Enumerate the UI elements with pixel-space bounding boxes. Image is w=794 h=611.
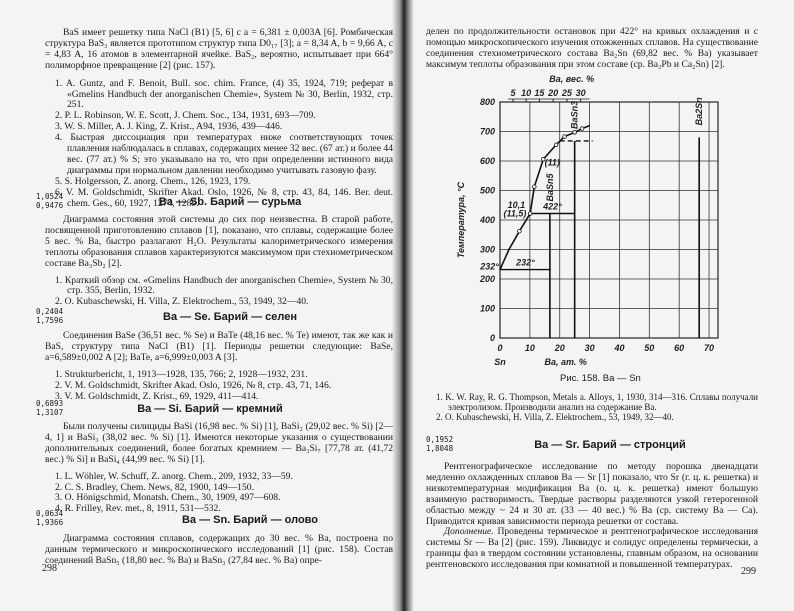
y-tick-label: 200: [479, 274, 495, 284]
y-tick-label: 500: [479, 185, 495, 196]
reference: 2. O. Kubaschewski, H. Villa, Z. Elektrochem., 53, 1949, 32—40.: [436, 412, 674, 422]
reference: 2. O. Kubaschewski, H. Villa, Z. Elektrochem., 53, 1949, 32—40.: [55, 296, 309, 308]
addendum-paragraph: [426, 527, 758, 571]
log-bottom: 1,8048: [426, 443, 454, 453]
reference: 4. Быстрая диссоциация при температурах ниже соответствующих точек плавления наблюдалась в сплавах, содержащих менее 32 вес. (67 ат.) и более 44 вес. (77 ат.) % S; это указывало на то, что при определении истинного вида диаграммы при нормальном давлении необходимо учитывать газовую фазу.: [55, 132, 393, 176]
y-tick-label: 600: [479, 156, 495, 166]
log-bottom: 1,9366: [36, 517, 64, 527]
data-point: [528, 212, 532, 216]
section-title-ba-sn: Ba — Sn. Барий — олово: [181, 514, 319, 526]
log-bottom: 1,7596: [36, 315, 64, 325]
annotation: 10,1: [507, 200, 526, 211]
x-tick-label: 60: [674, 343, 685, 353]
section-paragraph: Рентгенографическое исследование по методу порошка двенадцати медленно охлажденных сплавов Ba — Sr [1] показало, что Sr (г. ц. к. решетка) и низкотемпературная модификация Ba (о. ц. к. решетка) имеют большую взаимную растворимость. Твердые растворы разделяются узкой гетерогенной областью между ~ 24 и 30 ат. (33 — 40 вес.) % Ba (ср. систему Ba — Ca). Приводится кривая зависимости периода решетки от состава.: [426, 461, 758, 527]
reference: 1. K. W. Ray, R. G. Thompson, Metals a. Alloys, 1, 1930, 314—316. Сплавы получали электролизом. Производили анализ на содержание Ba.: [436, 392, 758, 412]
y-axis-label: Температура, °С: [456, 181, 466, 259]
section-references: [45, 276, 393, 309]
section-ba-si: [45, 422, 393, 515]
section-paragraph: Соединения BaSe (36,51 вес. % Se) и BaTe (48,16 вес. % Te) имеют, так же как и BaS, структуру типа NaCl (B1) [1]. Периоды решетки следующие: BaSe, a=6,589±0,002 A [2]; BaTe, a=6,999±0,003 A [3].: [45, 330, 393, 363]
log-values: [36, 308, 63, 325]
compound-label: Ba2Sn: [694, 97, 705, 126]
addendum-label: Дополнение.: [444, 526, 494, 538]
x-left-label: Sn: [494, 357, 506, 367]
x-tick-label: 70: [704, 343, 715, 353]
section-title-ba-se: Ba — Se. Барий — селен: [163, 311, 297, 323]
annotation: 232°: [480, 261, 499, 272]
x-tick-label: 10: [524, 343, 535, 353]
reference: 3. O. Hönigschmid, Monatsh. Chem., 30, 1909, 497—608.: [55, 492, 281, 504]
top-tick-label: 5: [510, 88, 516, 98]
log-bottom: 0,9476: [36, 200, 64, 210]
reference: 3. W. S. Miller, A. J. King, Z. Krist., A94, 1936, 439—446.: [55, 121, 283, 133]
top-axis-label: Ba, вес. %: [549, 74, 595, 84]
y-tick-label: 400: [479, 215, 495, 225]
section-title-ba-si: Ba — Si. Барий — кремний: [137, 403, 283, 415]
isotherm-label: 422°: [543, 201, 562, 212]
log-values: [426, 436, 453, 453]
annotation: (11,5): [503, 208, 527, 219]
log-bottom: 1,3107: [36, 407, 64, 417]
y-tick-label: 800: [479, 97, 495, 107]
reference: 1. Краткий обзор см. «Gmelins Handbuch der anorganischen Chemie», System № 30, стр. 355, Berlin, 1932.: [55, 274, 393, 297]
reference: 3. V. M. Goldschmidt, Z. Krist., 69, 1929, 411—414.: [55, 390, 259, 402]
data-point: [533, 185, 537, 189]
y-tick-label: 700: [479, 126, 495, 137]
section-paragraph: Были получены силициды BaSi (16,98 вес. % Si) [1], BaSi₂ (29,02 вес. % Si) [2—4, 1] и BaSi₃ (38,02 вес. % Si) [1]. Имеются некоторые указания о существовании дополнительных соединений, более богатых кремнием — Ba₃Si₇ [77,78 ат. (41,72 вес.) % Si] и BaSi₄ (44,99 вес. % Si) [1].: [45, 421, 393, 465]
ba-sn-continuation: [426, 27, 758, 71]
log-values: [36, 510, 63, 527]
bas-paragraph: BaS имеет решетку типа NaCl (B1) [5, 6] с a = 6,381 ± 0,003A [6]. Ромбическая структура BaS₃ является прототипом структур типа D0₁₇ [3]; a = 8,34 A, b = 9,66 A, c = 4,83 A, 16 атомов в элементарной ячейке. BaS₂, вероятно, испытывает при 664° полиморфное превращение [2] (рис. 157).: [45, 27, 393, 71]
x-tick-label: 40: [614, 343, 625, 353]
ba-sn-references: [426, 392, 758, 422]
reference: 2. C. S. Bradley, Chem. News, 82, 1900, 149—150.: [55, 481, 254, 493]
x-tick-label: 0: [497, 343, 503, 353]
bas-references: [45, 79, 393, 210]
top-tick-label: 20: [548, 88, 559, 98]
top-tick-label: 15: [534, 88, 545, 98]
section-ba-sr: [426, 462, 758, 571]
data-point: [563, 135, 567, 139]
reference: 2. V. M. Goldschmidt, Skrifter Akad. Oslo, 1926, № 8, стр. 43, 71, 146.: [55, 379, 332, 391]
log-values: [36, 193, 63, 210]
data-point: [573, 131, 577, 135]
log-top: 1,0524: [36, 192, 64, 201]
reference: 2. P. L. Robinson, W. E. Scott, J. Chem. Soc., 134, 1931, 693—709.: [55, 110, 316, 122]
page-number-left: 298: [42, 563, 57, 574]
x-tick-label: 20: [554, 343, 565, 353]
section-ba-sb: [45, 215, 393, 308]
phase-diagram-ba-sn: [440, 72, 740, 367]
x-tick-label: 50: [644, 343, 655, 353]
top-tick-label: 25: [561, 88, 572, 98]
data-point: [580, 127, 584, 131]
annotation: (11): [544, 157, 560, 168]
continuation-paragraph: делен по продолжительности остановок при 422° на кривых охлаждения и с помощью микроскопического изучения отожженных сплавов. На существование соединения стехиометрического состава Ba₂Sn (69,82 вес. % Ba) указывает максимум теплоты образования при этом составе (ср. Ba₂Pb и Ca₂Sn) [2].: [426, 26, 758, 70]
section-paragraph: Диаграмма состояния этой системы до сих пор неизвестна. В старой работе, посвященной приготовлению сплавов [1], показано, что сплавы, содержащие более 5 вес. % Ba, быстро разлагают H₂O. Результаты калориметрического измерения теплоты образования сплавов характеризуются максимумом при стехиометрическом составе Ba₃Sb₂ [2].: [45, 214, 393, 269]
reference: 1. L. Wöhler, W. Schuff, Z. anorg. Chem., 209, 1932, 33—59.: [55, 470, 293, 482]
references-list: [426, 392, 758, 422]
reference: 6. V. M. Goldschmidt, Skrifter Akad. Oslo, 1926, № 8, стр. 43, 84, 146. Ber. deut. chem. Ges., 60, 1927, 1274, 1289.: [55, 186, 393, 209]
isotherm-label: 232°: [516, 257, 535, 268]
x-tick-label: 30: [584, 343, 595, 353]
page-number-right: 299: [741, 566, 756, 577]
log-top: 0,0634: [36, 509, 64, 518]
data-point: [554, 143, 558, 147]
section-references: [45, 472, 393, 516]
data-point: [518, 229, 522, 233]
log-values: [36, 400, 63, 417]
figure-caption: Рис. 158. Ba — Sn: [560, 373, 641, 384]
section-title-ba-sr: Ba — Sr. Барий — стронций: [534, 439, 686, 451]
addendum-text: Проведены термическое и рентгенографическое исследования системы Sr — Ba [2] (рис. 159). Ликвидус и солидус определены термически, а границы фаз в твердом состоянии установлены, главным образом, на основании рентгеновского исследования при комнатной и повышенной температурах.: [426, 526, 758, 571]
left-page-top: [45, 28, 393, 210]
log-top: 0,6893: [36, 399, 64, 408]
top-tick-label: 10: [521, 88, 532, 98]
log-top: 0,1952: [426, 435, 454, 444]
section-title-ba-sb: Ba — Sb. Барий — сурьма: [158, 196, 302, 208]
reference: 4. R. Frilley, Rev. met., 8, 1911, 531—532.: [55, 503, 221, 515]
x-axis-label: Ba, ат. %: [544, 357, 587, 367]
y-tick-label: 100: [479, 303, 495, 314]
section-ba-se: [45, 331, 393, 402]
y-tick-label: 0: [489, 333, 495, 343]
section-references: [45, 370, 393, 403]
reference: 1. Strukturbericht, 1, 1913—1928, 135, 766; 2, 1928—1932, 231.: [55, 368, 308, 380]
compound-label: BaSn3: [569, 100, 580, 129]
top-tick-label: 30: [575, 88, 586, 98]
section-paragraph: Диаграмма состояния сплавов, содержащих до 30 вес. % Ba, построена по данным термического и микроскопического исследований [1] (рис. 158). Состав соединений BaSn₅ (18,80 вес. % Ba) и BaSn₃ (27,84 вес. % Ba) опре-: [45, 533, 393, 566]
y-tick-label: 300: [479, 244, 495, 255]
reference: 1. A. Guntz, and F. Benoit, Bull. soc. chim. France, (4) 35, 1924, 719; реферат в «Gmelins Handbuch der anorganischen Chemie», System № 30, Berlin, 1932, стр. 251.: [55, 77, 393, 111]
section-ba-sn: [45, 534, 393, 567]
book-spine-shadow: [392, 0, 414, 611]
compound-label: BaSn5: [544, 173, 555, 202]
log-top: 0,2404: [36, 307, 64, 316]
reference: 5. S. Holgersson, Z. anorg. Chem., 126, 1923, 179.: [55, 175, 251, 187]
